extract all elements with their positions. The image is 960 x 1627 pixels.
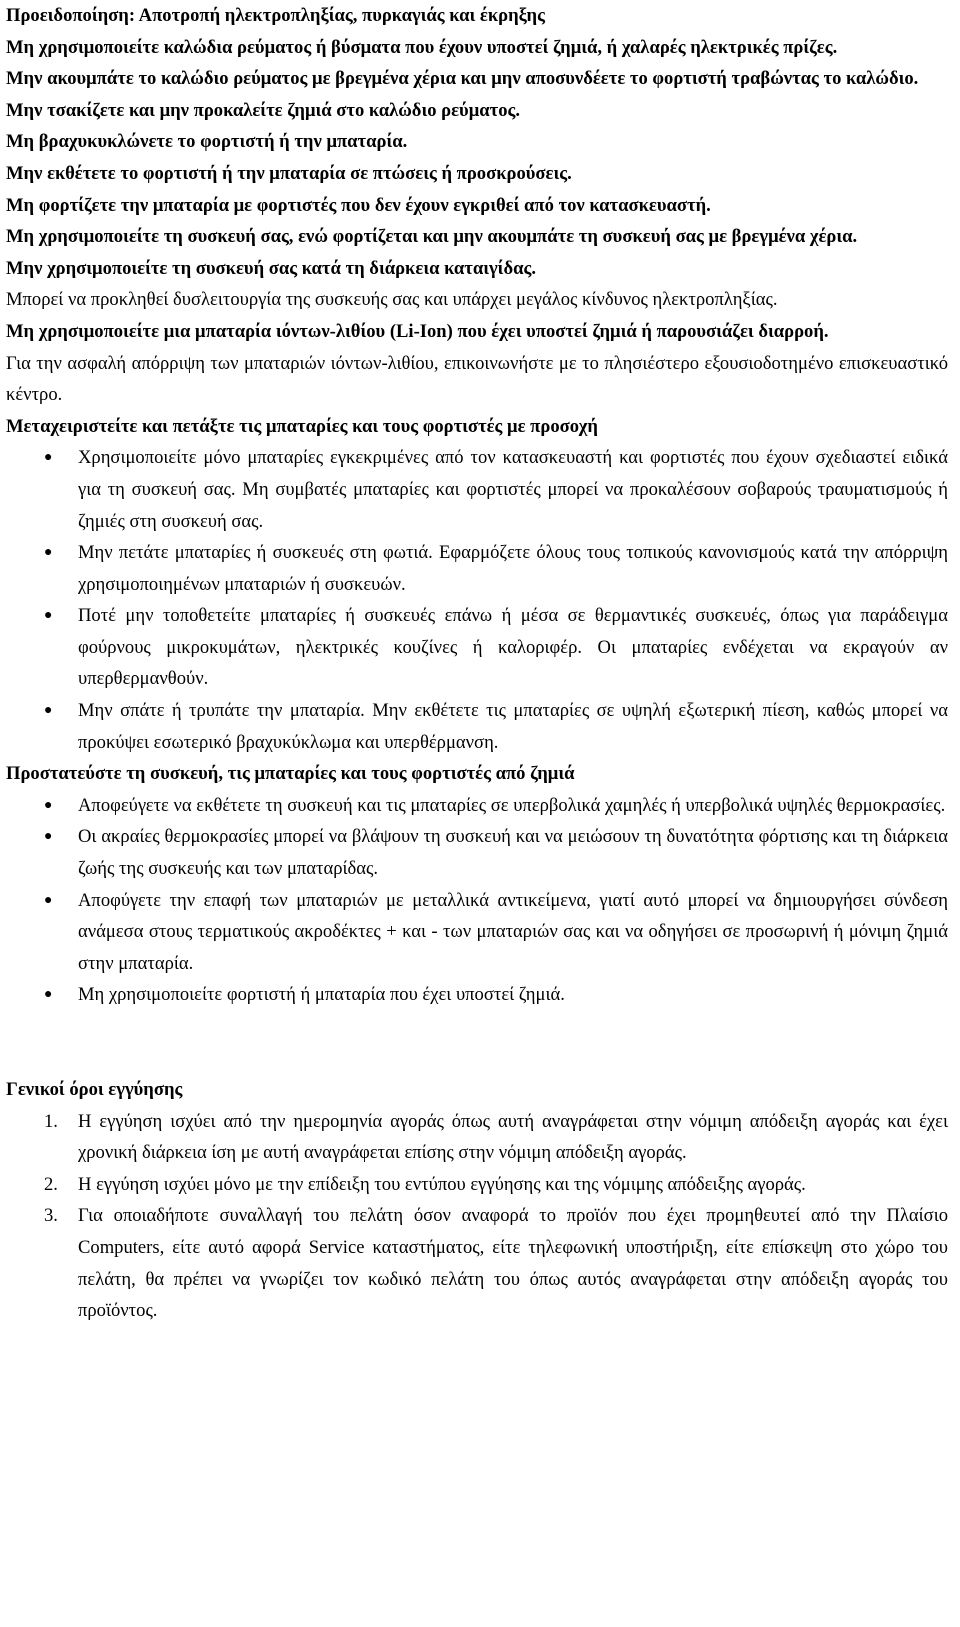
bullet-text: Μη χρησιμοποιείτε φορτιστή ή μπαταρία που έχει υποστεί ζημιά. [78, 984, 565, 1006]
bullet-text: Ποτέ μην τοποθετείτε μπαταρίες ή συσκευές επάνω ή μέσα σε θερμαντικές συσκευές, όπως για παράδειγμα φούρνους μικροκυμάτων, ηλεκτρικές κουζίνες ή καλοριφέρ. Οι μπαταρίες ενδέχεται να εκραγούν αν υπερθερμανθούν. [78, 605, 948, 690]
electric-warning-heading: Προειδοποίηση: Αποτροπή ηλεκτροπληξίας, πυρκαγιάς και έκρηξης [6, 5, 545, 26]
section-spacer [6, 1011, 948, 1074]
bullet-icon: ● [44, 987, 53, 1003]
warranty-item [6, 1200, 948, 1326]
warning-line: Μη χρησιμοποιείτε τη συσκευή σας, ενώ φορτίζεται και μην ακουμπάτε τη συσκευή σας με βρεγμένα χέρια. [6, 226, 858, 248]
handling-list [6, 442, 948, 758]
bullet-icon: ● [44, 608, 53, 624]
bullet-icon: ● [44, 703, 53, 719]
bullet-item [6, 821, 948, 884]
bullet-text: Οι ακραίες θερμοκρασίες μπορεί να βλάψουν τη συσκευή και να μειώσουν τη δυνατότητα φόρτισης και τη διάρκεια ζωής της συσκευής και των μπαταρίδας. [78, 826, 948, 880]
warning-line: Μην τσακίζετε και μην προκαλείτε ζημιά στο καλώδιο ρεύματος. [6, 99, 520, 121]
bullet-icon: ● [44, 450, 53, 466]
bullet-icon: ● [44, 545, 53, 561]
warning-line: Μη χρησιμοποιείτε καλώδια ρεύματος ή βύσματα που έχουν υποστεί ζημιά, ή χαλαρές ηλεκτρικές πρίζες. [6, 36, 838, 58]
warning-line: Μη βραχυκυκλώνετε το φορτιστή ή την μπαταρία. [6, 131, 408, 153]
warranty-item-number: 2. [44, 1173, 58, 1195]
warranty-item-text: Για οποιαδήποτε συναλλαγή του πελάτη όσον αναφορά το προϊόν που έχει προμηθευτεί από την Πλαίσιο Computers, είτε αυτό αφορά Service καταστήματος, είτε τηλεφωνική υποστήριξη, είτε επίσκεψη στο χώρο του πελάτη, θα πρέπει να γνωρίζει τον κωδικό πελάτη του όπως αυτός αναγράφεται στην απόδειξη αγοράς του προϊόντος. [78, 1205, 948, 1322]
bullet-item [6, 885, 948, 980]
bullet-item [6, 442, 948, 537]
bullet-item [6, 790, 948, 822]
warranty-item-text: Η εγγύηση ισχύει μόνο με την επίδειξη του εντύπου εγγύησης και της νόμιμης απόδειξης αγοράς. [78, 1173, 806, 1195]
bullet-text: Μην σπάτε ή τρυπάτε την μπαταρία. Μην εκθέτετε τις μπαταρίες σε υψηλή εξωτερική πίεση, καθώς μπορεί να προκύψει εσωτερικό βραχυκύκλωμα και υπερθέρμανση. [78, 700, 948, 753]
warranty-item-number: 3. [44, 1205, 58, 1227]
bullet-item [6, 537, 948, 600]
bullet-item [6, 695, 948, 758]
bullet-icon: ● [44, 797, 53, 813]
warranty-section-heading: Γενικοί όροι εγγύησης [6, 1079, 183, 1100]
bullet-icon: ● [44, 892, 53, 908]
warning-line: Μη χρησιμοποιείτε μια μπαταρία ιόντων-λιθίου (Li-Ion) που έχει υποστεί ζημιά ή παρουσιάζει διαρροή. [6, 320, 829, 342]
warning-line: Μην χρησιμοποιείτε τη συσκευή σας κατά τη διάρκεια καταιγίδας. [6, 257, 536, 279]
warning-line: Μην ακουμπάτε το καλώδιο ρεύματος με βρεγμένα χέρια και μην αποσυνδέετε το φορτιστή τραβώντας το καλώδιο. [6, 68, 919, 90]
warranty-item-number: 1. [44, 1110, 58, 1132]
bullet-text: Χρησιμοποιείτε μόνο μπαταρίες εγκεκριμένες από τον κατασκευαστή και φορτιστές που έχουν σχεδιαστεί ειδικά για τη συσκευή σας. Μη συμβατές μπαταρίες και φορτιστές μπορεί να προκαλέσουν σοβαρούς τραυματισμούς ή ζημιές στη συσκευή σας. [78, 447, 948, 532]
protect-section-heading: Προστατεύστε τη συσκευή, τις μπαταρίες και τους φορτιστές από ζημιά [6, 763, 575, 785]
bullet-icon: ● [44, 829, 53, 845]
bullet-item [6, 979, 948, 1011]
warranty-list [6, 1106, 948, 1327]
protect-list [6, 790, 948, 1011]
electric-warning-lines [6, 32, 948, 411]
bullet-text: Αποφεύγετε να εκθέτετε τη συσκευή και τις μπαταρίες σε υπερβολικά χαμηλές ή υπερβολικά υψηλές θερμοκρασίες. [78, 794, 946, 816]
warranty-item [6, 1169, 948, 1201]
warning-line: Μπορεί να προκληθεί δυσλειτουργία της συσκευής σας και υπάρχει μεγάλος κίνδυνος ηλεκτροπληξίας. [6, 289, 778, 311]
warning-line: Για την ασφαλή απόρριψη των μπαταριών ιόντων-λιθίου, επικοινωνήστε με το πλησιέστερο εξουσιοδοτημένο επισκευαστικό κέντρο. [6, 352, 948, 406]
warning-line: Μη φορτίζετε την μπαταρία με φορτιστές που δεν έχουν εγκριθεί από τον κατασκευαστή. [6, 194, 711, 216]
bullet-item [6, 600, 948, 695]
bullet-text: Μην πετάτε μπαταρίες ή συσκευές στη φωτιά. Εφαρμόζετε όλους τους τοπικούς κανονισμούς κατά την απόρριψη χρησιμοποιημένων μπαταριών ή συσκευών. [78, 542, 948, 595]
warning-line: Μην εκθέτετε το φορτιστή ή την μπαταρία σε πτώσεις ή προσκρούσεις. [6, 162, 572, 184]
bullet-text: Αποφύγετε την επαφή των μπαταριών με μεταλλικά αντικείμενα, γιατί αυτό μπορεί να δημιουργήσει σύνδεση ανάμεσα στους τερματικούς ακροδέκτες + και - των μπαταριών σας και να οδηγήσει σε προσωρινή ή μόνιμη ζημιά στην μπαταρία. [78, 889, 948, 974]
warranty-item [6, 1106, 948, 1169]
warranty-item-text: Η εγγύηση ισχύει από την ημερομηνία αγοράς όπως αυτή αναγράφεται στην νόμιμη απόδειξη αγοράς και έχει χρονική διάρκεια ίση με αυτή αναγράφεται επίσης στην νόμιμη απόδειξη αγοράς. [78, 1110, 948, 1164]
handling-section-heading: Μεταχειριστείτε και πετάξτε τις μπαταρίες και τους φορτιστές με προσοχή [6, 415, 598, 437]
